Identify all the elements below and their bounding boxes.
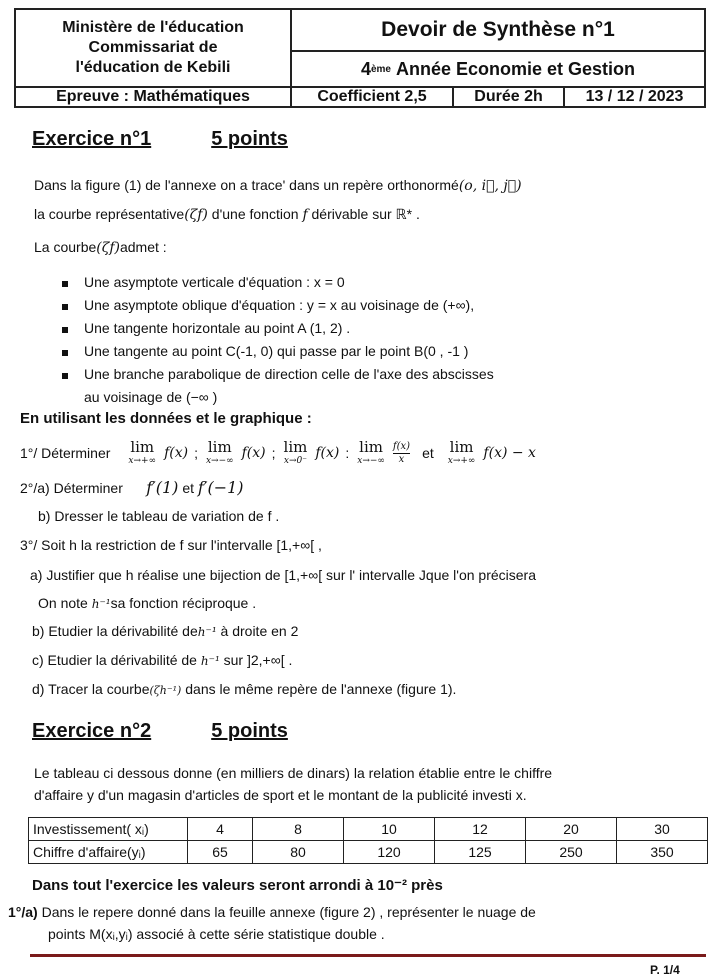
sep: ; (271, 445, 276, 461)
question-2a (20, 478, 244, 497)
ministry: Ministère de l'éducation (62, 19, 244, 36)
fraction (393, 441, 410, 466)
num: f(x) (392, 440, 411, 452)
bullet-item: Une tangente horizontale au point A (1, 2) . (84, 320, 351, 336)
limit (448, 440, 476, 466)
den: x (398, 453, 405, 465)
level-num: 4 (360, 58, 371, 79)
bullet-icon (62, 350, 68, 356)
text: c) Etudier la dérivabilité de (32, 652, 197, 668)
level-sup: ème (370, 63, 391, 75)
curve-math: (ζh⁻¹) (149, 684, 182, 697)
sep: : (345, 445, 350, 461)
table-cell: 8 (253, 818, 344, 841)
limit (284, 440, 308, 466)
sep: ; (194, 445, 198, 461)
bullet-item: Une asymptote oblique d'équation : y = x au voisinage de (+∞), (84, 297, 475, 313)
question-3c (32, 652, 292, 668)
q1-label: 1°/ Déterminer (20, 445, 111, 461)
table-cell: 4 (188, 818, 253, 841)
page-number: P. 1/4 (650, 963, 680, 977)
ex2-question-1a-cont: points M(xᵢ,yᵢ) associé à cette série statistique double . (48, 926, 385, 942)
math: f′(1) (146, 478, 179, 497)
lim-sub: x→0⁻ (283, 456, 307, 466)
bullet-icon (62, 281, 68, 287)
data-table (28, 817, 708, 864)
table-cell: 10 (344, 818, 435, 841)
commissariat: Commissariat de (88, 39, 218, 56)
date: 13 / 12 / 2023 (563, 86, 706, 108)
table-cell: 20 (526, 818, 617, 841)
points: 5 points (211, 720, 288, 742)
lim-sub: x→+∞ (128, 456, 157, 466)
coefficient: Coefficient 2,5 (290, 86, 454, 108)
frame-math: (o, i⃗, j⃗) (458, 178, 522, 194)
table-cell: 250 (526, 841, 617, 864)
table-cell: 65 (188, 841, 253, 864)
q-num: 1°/a) (8, 904, 38, 920)
fx: f(x) (164, 445, 189, 461)
table-cell: 30 (617, 818, 708, 841)
text: Dans le repere donné dans la feuille annexe (figure 2) , représenter le nuage de (41, 904, 536, 920)
bullet-icon (62, 373, 68, 379)
exam-level (290, 50, 706, 88)
curve-math: (ζf) (96, 240, 120, 256)
text: b) Etudier la dérivabilité de (32, 623, 198, 639)
text: sa fonction réciproque . (110, 595, 257, 611)
bullet-icon (62, 304, 68, 310)
header-institution (14, 8, 292, 88)
question-2b: b) Dresser le tableau de variation de f . (38, 508, 280, 524)
question-3d (32, 681, 456, 697)
bullet-item-cont: au voisinage de (−∞ ) (84, 389, 218, 405)
row-header: Investissement( xᵢ) (29, 818, 188, 841)
level-text: Année Economie et Gestion (396, 58, 636, 79)
text: dans le même repère de l'annexe (figure 1). (185, 681, 457, 697)
curve-math: (ζf) (184, 207, 208, 223)
subject: Epreuve : Mathématiques (14, 86, 292, 108)
question-3: 3°/ Soit h la restriction de f sur l'intervalle [1,+∞[ , (20, 537, 322, 553)
fx: f(x) (241, 445, 266, 461)
lim-sub: x→−∞ (205, 456, 234, 466)
hinv: h⁻¹ (91, 597, 111, 611)
text: à droite en 2 (220, 623, 299, 639)
bullet-item: Une tangente au point C(-1, 0) qui passe par le point B(0 , -1 ) (84, 343, 469, 359)
text: 2°/a) Déterminer (20, 480, 123, 496)
text: Dans la figure (1) de l'annexe on a trace' dans un repère orthonormé (34, 177, 459, 193)
et: et (182, 480, 194, 496)
table-row (29, 841, 708, 864)
question-3a: a) Justifier que h réalise une bijection de [1,+∞[ sur l' intervalle Jque l'on précisera (30, 567, 536, 583)
fx-minus-x: f(x) − x (483, 445, 536, 461)
lim: lim (207, 438, 232, 456)
exercise1-title (32, 128, 288, 151)
hinv: h⁻¹ (197, 625, 217, 639)
table-cell: 12 (435, 818, 526, 841)
text: d'une fonction (211, 206, 299, 222)
lim-sub: x→−∞ (357, 456, 385, 466)
lim: lim (130, 438, 155, 456)
duration: Durée 2h (452, 86, 565, 108)
bullet-item: Une asymptote verticale d'équation : x = 0 (84, 274, 345, 290)
question-3b (32, 623, 298, 639)
text: d) Tracer la courbe (32, 681, 150, 697)
text: la courbe représentative (34, 206, 185, 222)
ex1-admet (34, 239, 167, 256)
lim: lim (359, 438, 383, 456)
exercise2-title (32, 720, 288, 743)
text: dérivable sur ℝ* . (311, 206, 420, 222)
ex2-paragraph-2: d'affaire y d'un magasin d'articles de sport et le montant de la publicité investi x. (34, 787, 527, 803)
limit (206, 440, 234, 466)
table-cell: 120 (344, 841, 435, 864)
text: On note (38, 595, 88, 611)
et: et (422, 445, 434, 461)
limit (128, 440, 156, 466)
points: 5 points (211, 128, 288, 150)
ex1-intro1 (34, 177, 522, 194)
hinv: h⁻¹ (200, 654, 220, 668)
title-text: Exercice n°1 (32, 128, 152, 150)
fx: f(x) (315, 445, 340, 461)
text: sur ]2,+∞[ . (223, 652, 293, 668)
limit (357, 440, 385, 466)
text: admet : (119, 239, 167, 255)
title-text: Exercice n°2 (32, 720, 152, 742)
table-cell: 80 (253, 841, 344, 864)
lim-sub: x→+∞ (447, 456, 476, 466)
text: La courbe (34, 239, 97, 255)
footer-divider (30, 954, 706, 957)
ex2-paragraph-1: Le tableau ci dessous donne (en milliers de dinars) la relation établie entre le chiffre (34, 765, 553, 781)
table-row (29, 818, 708, 841)
lim: lim (449, 438, 474, 456)
math: f′(−1) (197, 478, 244, 497)
ex2-question-1a (8, 904, 536, 920)
lim: lim (283, 438, 308, 456)
region: l'éducation de Kebili (75, 59, 231, 76)
using-heading: En utilisant les données et le graphique : (20, 410, 312, 427)
question-1 (20, 440, 536, 466)
question-3-note (38, 595, 256, 611)
f-math: f (302, 207, 308, 223)
row-header: Chiffre d'affaire(yᵢ) (29, 841, 188, 864)
exam-title: Devoir de Synthèse n°1 (290, 8, 706, 52)
table-cell: 125 (435, 841, 526, 864)
bullet-item: Une branche parabolique de direction celle de l'axe des abscisses (84, 366, 494, 382)
rounding-note: Dans tout l'exercice les valeurs seront arrondi à 10⁻² près (32, 877, 443, 894)
ex1-intro2 (34, 206, 420, 223)
bullet-icon (62, 327, 68, 333)
table-cell: 350 (617, 841, 708, 864)
